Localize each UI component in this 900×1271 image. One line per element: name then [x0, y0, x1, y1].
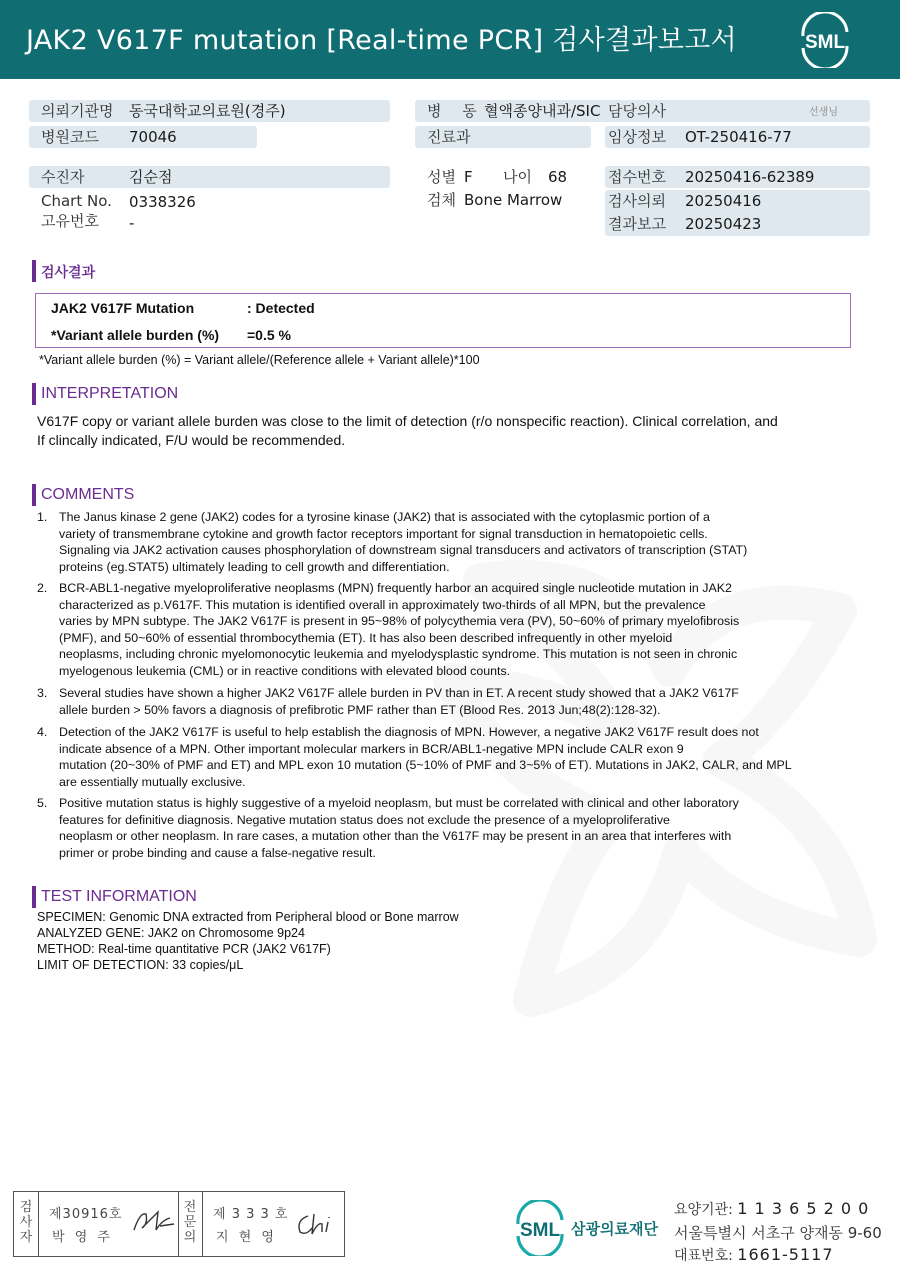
footer-sml-logo-icon — [510, 1200, 570, 1256]
footer-address: 서울특별시 서초구 양재동 9-60 — [674, 1224, 882, 1242]
comment-number: 2. — [37, 581, 48, 595]
test-info-title: TEST INFORMATION — [41, 888, 197, 905]
clinical-value: OT-250416-77 — [685, 128, 792, 146]
comment-line: Signaling via JAK2 activation causes phosphorylation of downstream signal transducers and activators of transcription (STAT) — [59, 543, 748, 557]
comment-line: myelogenous leukemia (CML) or in reactive conditions with elevated blood counts. — [59, 663, 511, 678]
comment-item — [37, 724, 857, 790]
report-date-value: 20250423 — [685, 215, 762, 233]
footer-phone-value: 1661-5117 — [737, 1245, 834, 1264]
signature-divider — [178, 1192, 179, 1256]
comment-line: neoplasms, including chronic myelomonocytic leukemia and myelodysplastic syndrome. This mutation is not seen in chronic — [59, 647, 738, 661]
sex-label: 성별 — [427, 168, 456, 186]
test-info-section-bar — [32, 886, 36, 908]
result-section-bar — [32, 260, 36, 282]
burden-footnote: *Variant allele burden (%) = Variant allele/(Reference allele + Variant allele)*100 — [39, 353, 480, 367]
signature-divider — [38, 1192, 39, 1256]
result-section-title: 검사결과 — [41, 265, 96, 281]
comment-line: are essentially mutually exclusive. — [59, 774, 246, 789]
comment-line: neoplasm or other neoplasm. In rare cases, a mutation other than the V617F may be present in an area that interferes with — [59, 829, 732, 843]
comment-line: The Janus kinase 2 gene (JAK2) codes for a tyrosine kinase (JAK2) that is associated with the cytoplasmic portion of a — [59, 510, 710, 524]
comment-line: characterized as p.V617F. This mutation is identified overall in approximately two-thirds of all MPN, but the prevalence — [59, 597, 706, 612]
clinical-label: 임상정보 — [608, 128, 666, 146]
report-header — [0, 0, 900, 79]
specialist-signature-icon — [294, 1210, 340, 1238]
interpretation-title: INTERPRETATION — [41, 385, 179, 402]
receipt-value: 20250416-62389 — [685, 168, 815, 186]
examiner-name: 박 영 주 — [52, 1230, 113, 1245]
specimen-label: 검체 — [427, 191, 456, 209]
department-label: 진료과 — [427, 128, 471, 146]
chart-no-value: 0338326 — [129, 193, 196, 211]
request-date-value: 20250416 — [685, 192, 762, 210]
specialist-label-char: 문 — [183, 1215, 197, 1230]
test-info-method: METHOD: Real-time quantitative PCR (JAK2 V617F) — [37, 942, 331, 956]
comment-line: proteins (eg.STAT5) ultimately leading to cell growth and differentiation. — [59, 559, 450, 574]
test-info-gene: ANALYZED GENE: JAK2 on Chromosome 9p24 — [37, 926, 305, 940]
patient-label: 수진자 — [41, 168, 85, 186]
report-date-label: 결과보고 — [608, 215, 666, 233]
mutation-label: JAK2 V617F Mutation — [51, 300, 195, 316]
examiner-signature-icon — [130, 1206, 176, 1236]
institution-label: 의뢰기관명 — [41, 102, 114, 120]
mutation-value: : Detected — [247, 300, 315, 316]
interpretation-line-1: V617F copy or variant allele burden was close to the limit of detection (r/o nonspecific reaction). Clinical correlation, and — [37, 413, 778, 429]
institution-value: 동국대학교의료원(경주) — [129, 102, 286, 120]
comment-line: varies by MPN subtype. The JAK2 V617F is present in 95~98% of polycythemia vera (PV), 50~60% of primary myelofibrosis — [59, 614, 740, 628]
age-label: 나이 — [503, 168, 532, 186]
specialist-label — [180, 1200, 200, 1245]
comment-item — [37, 685, 857, 718]
comment-line: Several studies have shown a higher JAK2 V617F allele burden in PV than in ET. A recent study showed that a JAK2 V617F — [59, 686, 739, 700]
comment-line: features for definitive diagnosis. Negative mutation status does not exclude the presence of a myeloproliferative — [59, 812, 670, 827]
burden-value: =0.5 % — [247, 327, 291, 343]
comment-number: 1. — [37, 510, 48, 524]
ward-label: 병 동 — [427, 102, 485, 120]
receipt-label: 접수번호 — [608, 168, 666, 186]
report-title: JAK2 V617F mutation [Real-time PCR] 검사결과보고서 — [26, 25, 737, 56]
specialist-label-char: 의 — [183, 1230, 197, 1245]
burden-label: *Variant allele burden (%) — [51, 327, 220, 343]
sex-value: F — [464, 168, 473, 186]
test-info-specimen: SPECIMEN: Genomic DNA extracted from Peripheral blood or Bone marrow — [37, 910, 459, 924]
patient-value: 김순점 — [129, 168, 173, 186]
sml-logo-icon — [795, 12, 855, 68]
footer-code-label: 요양기관: — [674, 1202, 733, 1218]
examiner-label-char: 검 — [19, 1200, 33, 1215]
comment-line: mutation (20~30% of PMF and ET) and MPL exon 10 mutation (5~10% of PMF and 3~5% of ET). Mutations in JAK2, CALR, and MPL — [59, 758, 792, 772]
comment-number: 4. — [37, 725, 48, 739]
logo-text: SML — [804, 32, 846, 53]
comment-line: Detection of the JAK2 V617F is useful to help establish the diagnosis of MPN. However, a negative JAK2 V617F result does not — [59, 725, 759, 739]
comment-line: allele burden > 50% favors a diagnosis of prefibrotic PMF rather than ET (Blood Res. 2013 Jun;48(2):128-32). — [59, 702, 661, 717]
comment-item — [37, 509, 857, 575]
footer-logo-text: SML — [519, 1220, 561, 1241]
signature-divider — [202, 1192, 203, 1256]
comment-item — [37, 795, 857, 861]
comment-line: indicate absence of a MPN. Other important molecular markers in BCR/ABL1-negative MPN include CALR exon 9 — [59, 741, 684, 756]
comment-line: primer or probe binding and cause a false-negative result. — [59, 845, 376, 860]
comment-line: variety of transmembrane cytokine and growth factor receptors important for signal transduction in hematopoietic cells. — [59, 526, 708, 541]
examiner-label-char: 자 — [19, 1230, 33, 1245]
comment-number: 5. — [37, 796, 48, 810]
comment-line: BCR-ABL1-negative myeloproliferative neoplasms (MPN) frequently harbor an acquired single nucleotide mutation in JAK2 — [59, 581, 732, 595]
examiner-no: 제30916호 — [49, 1207, 123, 1222]
doctor-value: 선생님 — [809, 107, 838, 118]
footer-code-value: 1 1 3 6 5 2 0 0 — [737, 1199, 870, 1218]
specialist-no: 제 3 3 3 호 — [213, 1207, 289, 1222]
comments-title: COMMENTS — [41, 486, 135, 503]
interpretation-section-bar — [32, 383, 36, 405]
test-info-block — [37, 909, 459, 973]
ward-value: 혈액종양내과/SIC — [484, 102, 601, 120]
specialist-label-char: 전 — [183, 1200, 197, 1215]
unique-no-label: 고유번호 — [41, 212, 99, 230]
footer-org-name: 삼광의료재단 — [571, 1220, 658, 1238]
comments-list — [37, 509, 857, 861]
age-value: 68 — [548, 168, 568, 186]
footer-phone — [674, 1245, 834, 1265]
examiner-label — [16, 1200, 36, 1245]
specimen-value: Bone Marrow — [464, 191, 563, 209]
unique-no-value: - — [129, 214, 135, 232]
examiner-label-char: 사 — [19, 1215, 33, 1230]
chart-no-label: Chart No. — [41, 192, 112, 210]
doctor-label: 담당의사 — [608, 102, 666, 120]
comment-line: (PMF), and 50~60% of essential thrombocythemia (ET). It has also been described infrequently in other myeloid — [59, 630, 673, 645]
hospital-code-value: 70046 — [129, 128, 177, 146]
interpretation-line-2: If clincally indicated, F/U would be recommended. — [37, 432, 346, 448]
comment-number: 3. — [37, 686, 48, 700]
test-info-lod: LIMIT OF DETECTION: 33 copies/μL — [37, 958, 244, 972]
comments-section-bar — [32, 484, 36, 506]
comment-line: Positive mutation status is highly suggestive of a myeloid neoplasm, but must be correlated with clinical and other laboratory — [59, 796, 739, 810]
specialist-name: 지 현 영 — [216, 1230, 277, 1245]
request-date-label: 검사의뢰 — [608, 192, 666, 210]
hospital-code-label: 병원코드 — [41, 128, 99, 146]
footer-code — [674, 1199, 869, 1219]
signature-box — [13, 1191, 345, 1257]
comment-item — [37, 580, 857, 679]
footer-phone-label: 대표번호: — [674, 1248, 733, 1264]
